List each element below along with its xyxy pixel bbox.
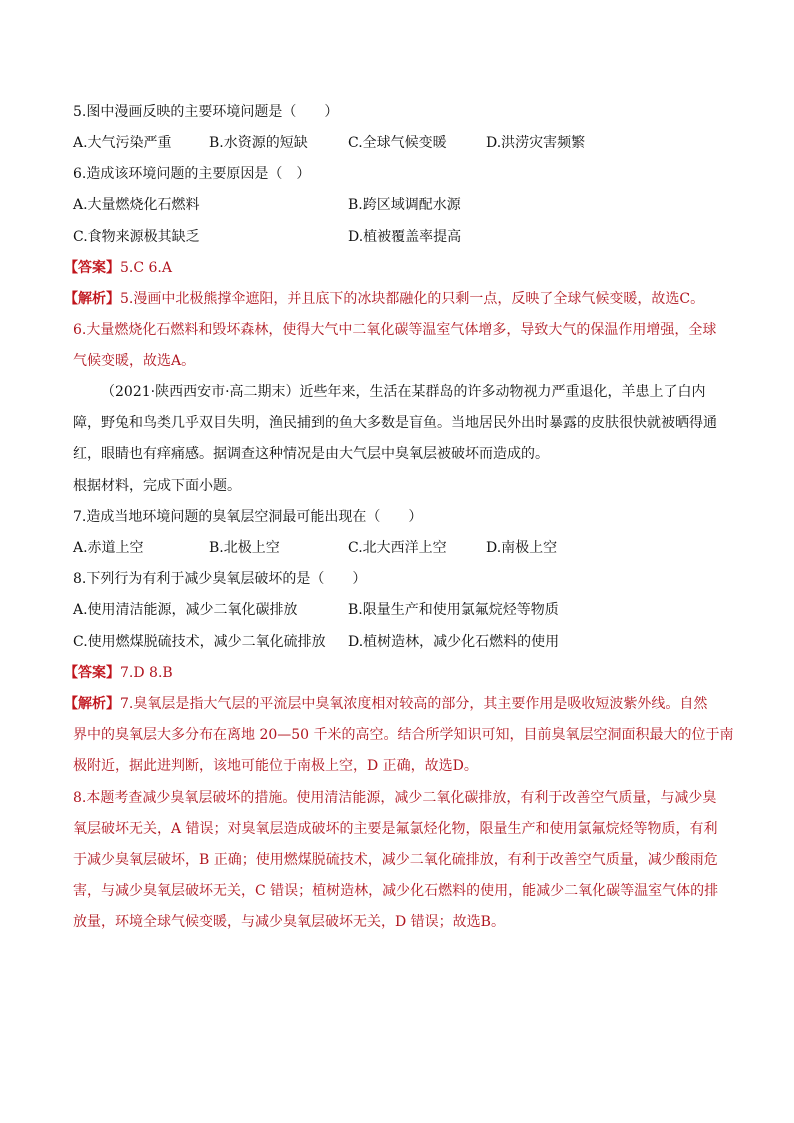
material-line: 红，眼睛也有痒痛感。据调查这种情况是由大气层中臭氧层被破坏而造成的。 [73,446,549,462]
question-6-stem: 6.造成该环境问题的主要原因是（ ） [73,166,311,182]
q7-option-d: D.南极上空 [486,540,558,556]
q8-option-b: B.限量生产和使用氯氟烷烃等物质 [348,602,559,618]
analysis-line: 5.漫画中北极熊撑伞遮阳，并且底下的冰块都融化的只剩一点，反映了全球气候变暖，故选C。 [120,291,705,307]
analysis-line: 放量，环境全球气候变暖，与减少臭氧层破坏无关，D 错误；故选B。 [73,914,505,930]
q7-option-c: C.北大西洋上空 [348,540,447,556]
answer-text: 5.C 6.A [120,260,172,276]
q8-option-d: D.植树造林，减少化石燃料的使用 [348,634,560,650]
analysis-tag: 【解析】 [64,291,120,307]
question-8-stem: 8.下列行为有利于减少臭氧层破坏的是（ ） [73,571,367,587]
answer-block-2 [64,663,173,683]
analysis-block-1 [64,289,704,309]
q5-option-b: B.水资源的短缺 [209,135,308,151]
analysis-line: 7.臭氧层是指大气层的平流层中臭氧浓度相对较高的部分，其主要作用是吸收短波紫外线。自然 [120,696,708,712]
analysis-line: 气候变暖，故选A。 [73,353,196,369]
analysis-line: 8.本题考查减少臭氧层破坏的措施。使用清洁能源，减少二氧化碳排放，有利于改善空气质量，与减少臭 [73,790,717,806]
analysis-line: 6.大量燃烧化石燃料和毁坏森林，使得大气中二氧化碳等温室气体增多，导致大气的保温作用增强，全球 [73,322,717,338]
analysis-line: 界中的臭氧层大多分布在离地 20—50 千米的高空。结合所学知识可知，目前臭氧层空洞面积最大的位于南 [73,727,734,743]
material-prompt: 根据材料，完成下面小题。 [73,478,241,494]
analysis-line: 极附近，据此进判断，该地可能位于南极上空，D 正确，故选D。 [73,758,478,774]
q8-option-a: A.使用清洁能源，减少二氧化碳排放 [73,602,298,618]
q5-option-c: C.全球气候变暖 [348,135,447,151]
analysis-block-2 [64,694,707,714]
material-line: （2021·陕西西安市·高二期末）近些年来，生活在某群岛的许多动物视力严重退化，羊患上了白内 [101,384,706,400]
q8-option-c: C.使用燃煤脱硫技术，减少二氧化硫排放 [73,634,326,650]
answer-block-1 [64,258,172,278]
analysis-tag: 【解析】 [64,696,120,712]
q5-option-d: D.洪涝灾害频繁 [486,135,586,151]
answer-tag: 【答案】 [64,260,120,276]
q7-option-b: B.北极上空 [209,540,280,556]
material-line: 障，野兔和鸟类几乎双目失明，渔民捕到的鱼大多数是盲鱼。当地居民外出时暴露的皮肤很快就被晒得通 [73,415,717,431]
analysis-line: 于减少臭氧层破坏，B 正确；使用燃煤脱硫技术，减少二氧化硫排放，有利于改善空气质量，减少酸雨危 [73,852,718,868]
q6-option-d: D.植被覆盖率提高 [348,229,462,245]
answer-text: 7.D 8.B [120,665,173,681]
answer-tag: 【答案】 [64,665,120,681]
question-7-stem: 7.造成当地环境问题的臭氧层空洞最可能出现在（ ） [73,509,423,525]
q6-option-c: C.食物来源极其缺乏 [73,229,200,245]
q6-option-b: B.跨区域调配水源 [348,197,461,213]
analysis-line: 氧层破坏无关，A 错误；对臭氧层造成破坏的主要是氟氯烃化物，限量生产和使用氯氟烷烃等物质，有利 [73,821,718,837]
q6-option-a: A.大量燃烧化石燃料 [73,197,200,213]
analysis-line: 害，与减少臭氧层破坏无关，C 错误；植树造林，减少化石燃料的使用，能减少二氧化碳等温室气体的排 [73,883,719,899]
question-5-stem: 5.图中漫画反映的主要环境问题是（ ） [73,104,339,120]
q5-option-a: A.大气污染严重 [73,135,172,151]
q7-option-a: A.赤道上空 [73,540,144,556]
